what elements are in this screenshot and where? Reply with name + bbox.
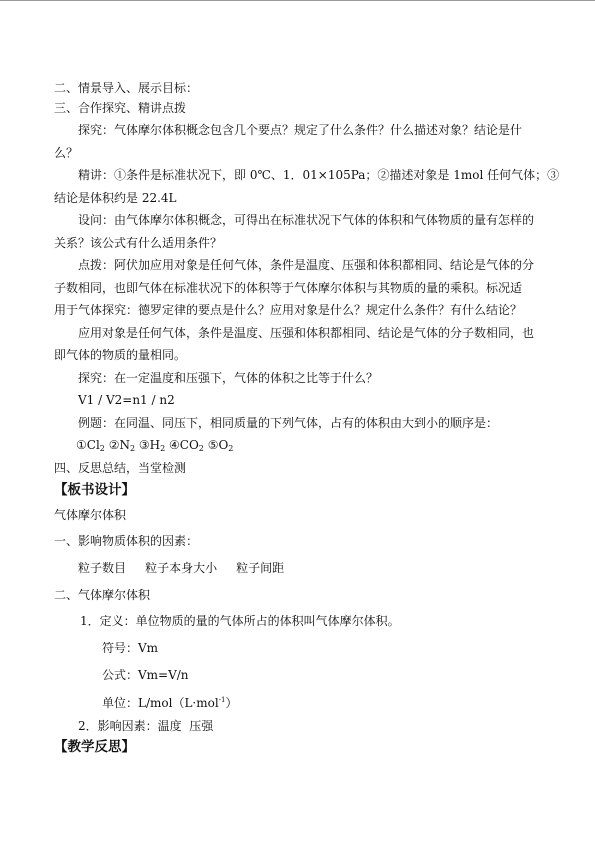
paragraph-line: 即气体的物质的量相同。 <box>54 348 187 362</box>
paragraph-line: 么？ <box>54 146 79 160</box>
example-line: 例题：在同温、同压下，相同质量的下列气体，占有的体积由大到小的顺序是： <box>78 416 499 430</box>
gas-option: $②N_2$ <box>104 438 136 453</box>
board-design-heading: 【板书设计】 <box>54 482 135 498</box>
section-two-heading: 二、情景导入、展示目标： <box>54 81 199 95</box>
gas-option: $③H_2$ <box>135 438 166 453</box>
paragraph-line: 应用对象是任何气体，条件是温度、压强和体积都相同、结论是气体的分子数相同，也 <box>78 326 535 340</box>
teaching-reflection-heading: 【教学反思】 <box>54 739 135 755</box>
definition-line: 1．定义：单位物质的量的气体所占的体积叫气体摩尔体积。 <box>80 614 400 628</box>
paragraph-line: 子数相同，也即气体在标准状况下的体积等于气体摩尔体积与其物质的量的乘积。标况适 <box>54 281 523 295</box>
paragraph-line: 探究：气体摩尔体积概念包含几个要点？规定了什么条件？什么描述对象？结论是什 <box>78 123 523 137</box>
paragraph-line: 关系？该公式有什么适用条件？ <box>54 236 223 250</box>
board-section-one: 一、影响物质体积的因素： <box>54 534 199 548</box>
page-top-rule <box>0 0 595 1</box>
gas-options <box>76 437 233 457</box>
symbol-line: 符号：Vm <box>102 641 159 655</box>
paragraph-line: 用于气体探究：德罗定律的要点是什么？应用对象是什么？规定什么条件？有什么结论？ <box>54 303 523 317</box>
paragraph-line: 探究：在一定温度和压强下，气体的体积之比等于什么？ <box>78 371 379 385</box>
board-title: 气体摩尔体积 <box>54 508 127 522</box>
gas-option: $①Cl_2$ <box>76 438 105 453</box>
section-three-heading: 三、合作探究、精讲点拨 <box>54 101 187 115</box>
paragraph-line: 精讲：①条件是标准状况下，即 0℃、1．01×105Pa；②描述对象是 1mol 任何气体；③ <box>78 168 560 182</box>
influence-factors: 2．影响因素：温度 压强 <box>78 719 214 733</box>
paragraph-line: 点拨：阿伏加应用对象是任何气体，条件是温度、压强和体积都相同、结论是气体的分 <box>78 258 535 272</box>
formula-definition: 公式：Vm=V/n <box>102 668 189 682</box>
gas-option: $④CO_2$ <box>165 438 204 453</box>
formula-line: V1 / V2=n1 / n2 <box>78 393 175 407</box>
gas-option: $⑤O_2$ <box>203 438 234 453</box>
unit-line: 单位：L/mol（L·mol$^{-1}$） <box>102 696 238 710</box>
paragraph-line: 设问：由气体摩尔体积概念，可得出在标准状况下气体的体积和气体物质的量有怎样的 <box>78 213 535 227</box>
paragraph-line: 结论是体积约是 22.4L <box>54 191 177 205</box>
volume-factors: 粒子数目 粒子本身大小 粒子间距 <box>78 561 285 575</box>
section-four-heading: 四、反思总结，当堂检测 <box>54 461 187 475</box>
board-section-two: 二、气体摩尔体积 <box>54 588 151 602</box>
